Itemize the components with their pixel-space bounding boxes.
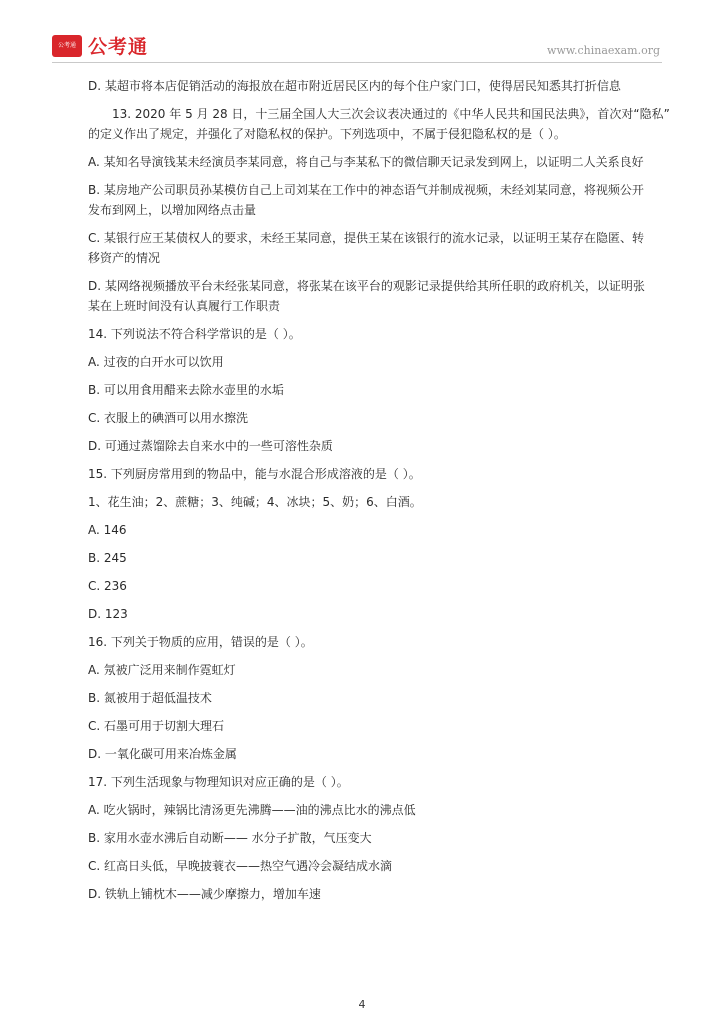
q15-option-c: C. 236 — [88, 579, 127, 593]
q13-stem-line-1: 13. 2020 年 5 月 28 日，十三届全国人大三次会议表决通过的《中华人民共和国民法典》，首次对“隐私” — [112, 107, 670, 121]
logo-badge-icon: 公考通 — [52, 35, 82, 57]
q13-option-c-line-1: C. 某银行应王某债权人的要求，未经王某同意，提供王某在该银行的流水记录，以证明王某存在隐匿、转 — [88, 231, 645, 245]
q12-option-d: D. 某超市将本店促销活动的海报放在超市附近居民区内的每个住户家门口，使得居民知悉其打折信息 — [88, 79, 621, 93]
q16-stem: 16. 下列关于物质的应用，错误的是（ ）。 — [88, 635, 313, 649]
q14-option-b: B. 可以用食用醋来去除水壶里的水垢 — [88, 383, 284, 397]
q15-option-d: D. 123 — [88, 607, 128, 621]
q13-option-c-line-2: 移资产的情况 — [88, 251, 161, 265]
q17-option-a: A. 吃火锅时，辣锅比清汤更先沸腾——油的沸点比水的沸点低 — [88, 803, 416, 817]
site-url: www.chinaexam.org — [547, 44, 660, 57]
q17-option-d: D. 铁轨上铺枕木——减少摩擦力，增加车速 — [88, 887, 321, 901]
q16-option-a: A. 氖被广泛用来制作霓虹灯 — [88, 663, 236, 677]
q13-option-b-line-2: 发布到网上，以增加网络点击量 — [88, 203, 257, 217]
q15-stem: 15. 下列厨房常用到的物品中，能与水混合形成溶液的是（ ）。 — [88, 467, 421, 481]
q17-option-b: B. 家用水壶水沸后自动断—— 水分子扩散，气压变大 — [88, 831, 372, 845]
q13-stem-line-2: 的定义作出了规定，并强化了对隐私权的保护。下列选项中，不属于侵犯隐私权的是（ ）。 — [88, 127, 566, 141]
q15-option-b: B. 245 — [88, 551, 127, 565]
q13-option-a: A. 某知名导演钱某未经演员李某同意，将自己与李某私下的微信聊天记录发到网上，以证明二人关系良好 — [88, 155, 644, 169]
page-number: 4 — [358, 998, 366, 1011]
q13-option-d-line-2: 某在上班时间没有认真履行工作职责 — [88, 299, 281, 313]
q17-stem: 17. 下列生活现象与物理知识对应正确的是（ ）。 — [88, 775, 349, 789]
q16-option-c: C. 石墨可用于切割大理石 — [88, 719, 225, 733]
logo-text: 公考通 — [88, 36, 149, 58]
page-header — [0, 0, 724, 64]
q15-option-a: A. 146 — [88, 523, 127, 537]
logo — [52, 32, 148, 59]
q15-items: 1、花生油；2、蔗糖；3、纯碱；4、冰块；5、奶；6、白酒。 — [88, 495, 422, 509]
q17-option-c: C. 红高日头低，早晚披蓑衣——热空气遇冷会凝结成水滴 — [88, 859, 393, 873]
header-divider — [52, 62, 662, 63]
q16-option-d: D. 一氧化碳可用来冶炼金属 — [88, 747, 237, 761]
q14-option-a: A. 过夜的白开水可以饮用 — [88, 355, 224, 369]
q13-option-d-line-1: D. 某网络视频播放平台未经张某同意，将张某在该平台的观影记录提供给其所任职的政府机关，以证明张 — [88, 279, 645, 293]
q13-option-b-line-1: B. 某房地产公司职员孙某模仿自己上司刘某在工作中的神态语气并制成视频，未经刘某同意，将视频公开 — [88, 183, 644, 197]
q14-option-c: C. 衣服上的碘酒可以用水擦洗 — [88, 411, 249, 425]
q16-option-b: B. 氮被用于超低温技术 — [88, 691, 212, 705]
q14-option-d: D. 可通过蒸馏除去自来水中的一些可溶性杂质 — [88, 439, 333, 453]
q14-stem: 14. 下列说法不符合科学常识的是（ ）。 — [88, 327, 301, 341]
document-body — [88, 76, 668, 904]
